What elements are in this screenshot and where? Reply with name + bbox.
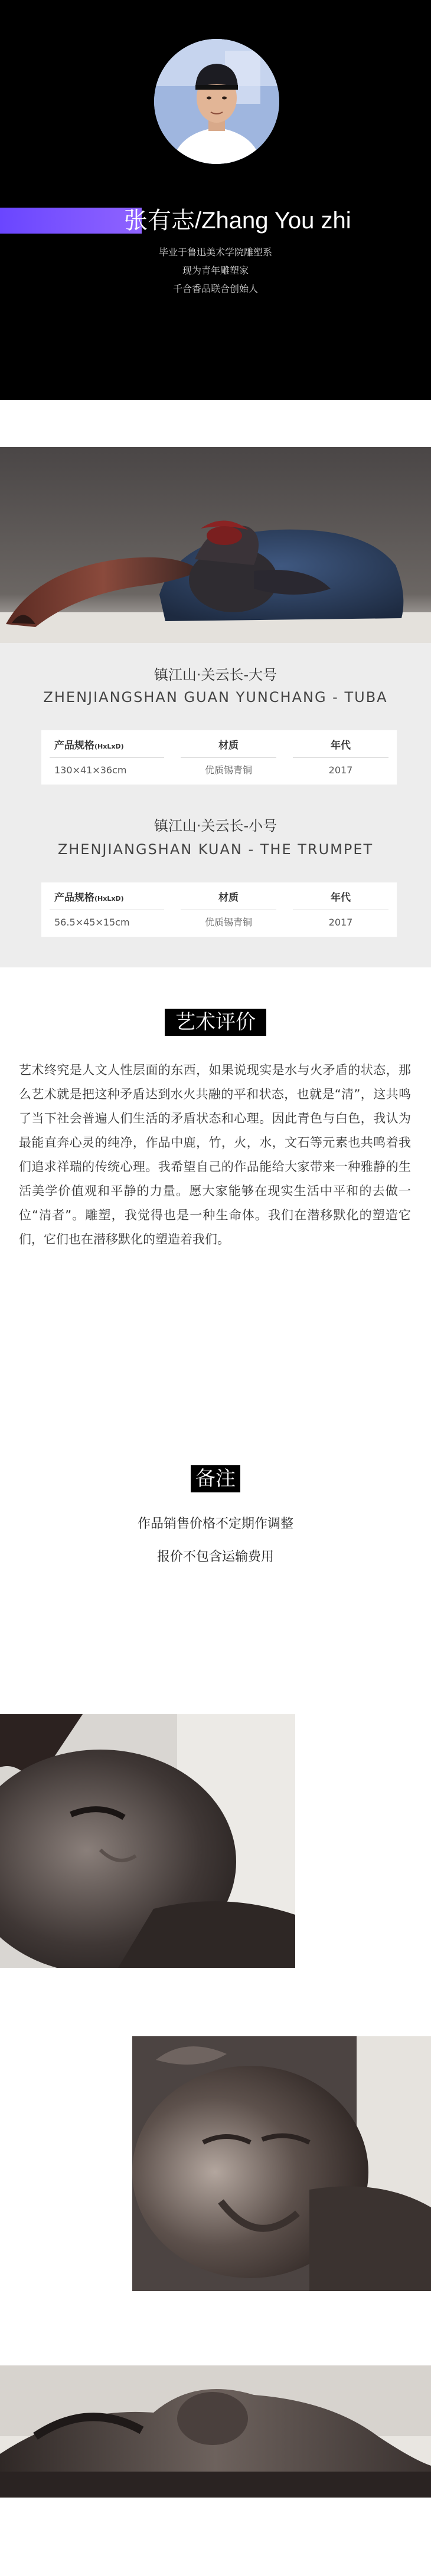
divider	[181, 757, 276, 758]
spec-material-column	[172, 882, 285, 937]
sculpture-image	[0, 447, 431, 643]
divider	[50, 757, 164, 758]
spec-year-column	[285, 730, 397, 785]
spec-year-column	[285, 882, 397, 937]
spec-value-material: 优质锡青铜	[204, 917, 252, 928]
sculpture-photo	[0, 447, 431, 643]
section-gap	[0, 400, 431, 447]
product-title: 镇江山·关云长-大号	[154, 667, 277, 683]
detail-photo-1	[0, 1714, 295, 1968]
spec-header-material: 材质	[218, 892, 239, 904]
spec-table	[41, 882, 397, 937]
spec-header-material: 材质	[218, 740, 239, 752]
art-review-body: 艺术终究是人文人性层面的东西，如果说现实是水与火矛盾的状态，那么艺术就是把这种矛盾达到水火共融的平和状态，也就是“清”，这共鸣了当下社会普遍人们生活的矛盾状态和心理。因此青色与白色，我认为最能直奔心灵的纯净，作品中鹿，竹，火，水，文石等元素也共鸣着我们追求祥瑞的传统心理。我希望自己的作品能给大家带来一种雅静的生活美学价值观和平静的力量。愿大家能够在现实生活中平和的去做一位“清者”。雕塑，我觉得也是一种生命体。我们在潜移默化的塑造它们，它们也在潜移默化的塑造着我们。	[19, 1063, 411, 1246]
sculpture-side-image	[0, 2365, 431, 2498]
note-line: 报价不包含运输费用	[156, 1550, 274, 1564]
detail-photo-2	[132, 2036, 431, 2291]
note-line: 作品销售价格不定期作调整	[137, 1517, 293, 1531]
notes-heading: 备注	[191, 1465, 240, 1492]
spec-value-size: 56.5×45×15cm	[54, 917, 130, 928]
spec-value-size: 130×41×36cm	[54, 764, 127, 776]
bio-line: 千合香品联合创始人	[172, 283, 258, 294]
sculpture-face-image	[132, 2036, 431, 2291]
spec-header-size: 产品规格	[54, 892, 94, 904]
spec-header-size-unit: (HxLxD)	[94, 743, 124, 750]
artist-avatar	[154, 39, 279, 164]
product-subtitle: ZHENJIANGSHAN GUAN YUNCHANG - TUBA	[43, 689, 388, 705]
spec-header-size: 产品规格	[54, 740, 94, 752]
artist-name: 张有志/Zhang You zhi	[124, 208, 351, 234]
product-title: 镇江山·关云长-小号	[154, 818, 277, 834]
sculpture-detail-image	[0, 1714, 295, 1968]
spec-value-year: 2017	[328, 764, 353, 776]
portrait-image	[154, 39, 279, 164]
spec-table	[41, 730, 397, 785]
spec-size-column	[41, 730, 172, 785]
spec-header-size-unit: (HxLxD)	[94, 895, 124, 903]
name-accent-bar	[0, 208, 142, 234]
spec-value-material: 优质锡青铜	[204, 764, 252, 776]
bio-line: 现为青年雕塑家	[182, 265, 249, 276]
spec-value-year: 2017	[328, 917, 353, 928]
spec-size-column	[41, 882, 172, 937]
bio-line: 毕业于鲁迅美术学院雕塑系	[158, 247, 272, 258]
spec-header-year: 年代	[331, 740, 351, 752]
detail-photo-3	[0, 2365, 431, 2498]
spec-material-column	[172, 730, 285, 785]
product-subtitle: ZHENJIANGSHAN KUAN - THE TRUMPET	[57, 841, 374, 858]
spec-header-year: 年代	[331, 892, 351, 904]
divider	[293, 757, 388, 758]
art-review-heading: 艺术评价	[165, 1009, 266, 1036]
